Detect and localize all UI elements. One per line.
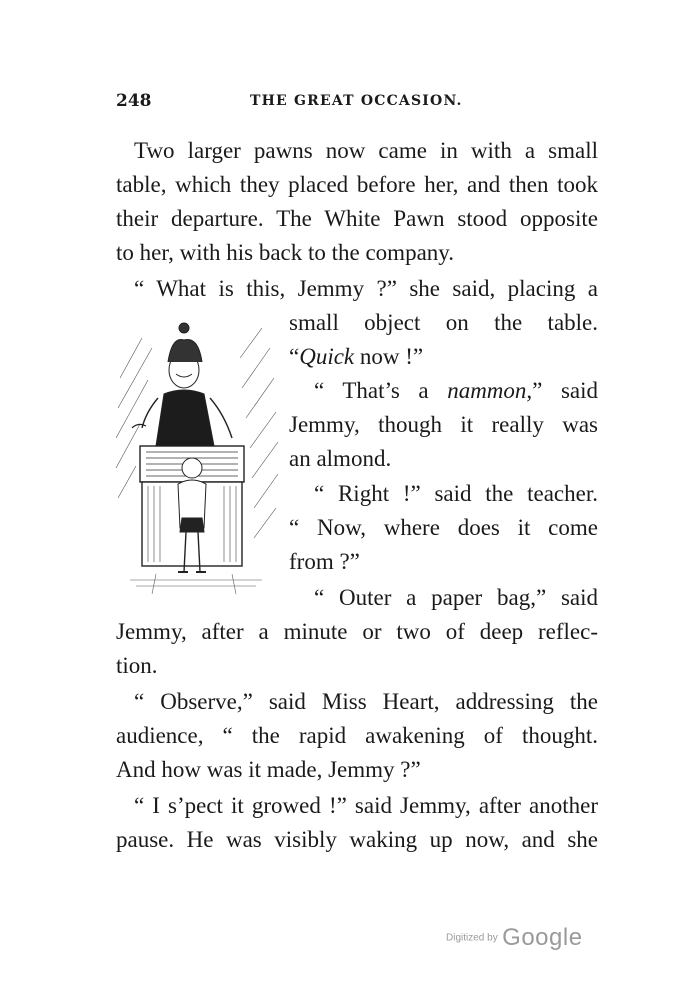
text-line [289,342,598,372]
text-line: “ Observe,” said Miss Heart, addressing the [134,689,598,714]
text-line: And how was it made, Jemmy ?” [116,757,421,782]
text-line [314,376,598,406]
text-line: small object on the table. [289,310,598,335]
text-line: Jemmy, after a minute or two of deep reflec- [116,619,598,644]
text-line: Jemmy, though it really was [289,412,598,437]
text-line: their departure. The White Pawn stood opposite [116,206,598,231]
teacher-and-pupil-illustration [112,318,282,598]
text-fragment: “ That’s a [314,378,448,403]
text-line: an almond. [289,446,392,471]
text-line: “ Outer a paper bag,” said [314,585,598,610]
text-line: “ Right !” said the teacher. [314,481,598,506]
text-line: “ Now, where does it come [289,515,598,540]
text-line: to her, with his back to the company. [116,240,455,265]
text-line: from ?” [289,549,360,574]
text-line: audience, “ the rapid awakening of thought. [116,723,598,748]
page-header [116,91,598,115]
page-number: 248 [116,91,152,111]
italic-word: Quick [299,344,355,369]
digitized-by-google-watermark [446,924,583,952]
text-line: “ I s’pect it growed !” said Jemmy, after another [134,793,598,818]
running-head: THE GREAT OCCASION. [250,93,463,109]
italic-word: nammon, [447,378,533,403]
google-logo: Google [502,924,583,951]
watermark-prefix: Digitized by [446,932,498,944]
text-fragment: now !” [354,344,424,369]
text-fragment: ” said [532,378,598,403]
quote-mark: “ [289,344,300,369]
text-line: “ What is this, Jemmy ?” she said, placing a [134,276,598,301]
text-line: table, which they placed before her, and then took [116,172,598,197]
text-line: tion. [116,653,158,678]
text-line: Two larger pawns now came in with a small [134,138,598,163]
text-line: pause. He was visibly waking up now, and she [116,827,598,852]
